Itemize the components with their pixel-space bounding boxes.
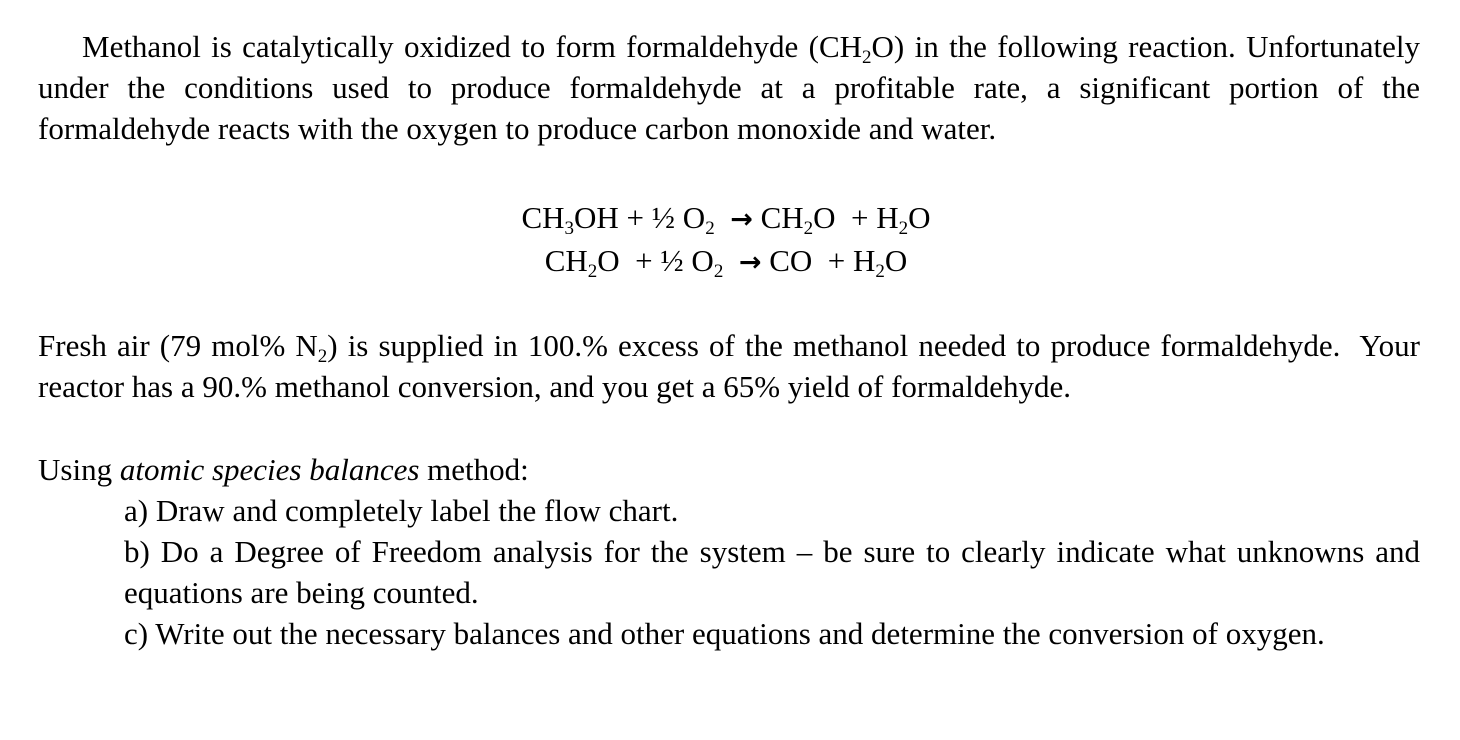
subscript: 2 <box>862 47 872 68</box>
subscript: 2 <box>317 346 328 367</box>
r2-reactant-rest: O + ½ O <box>597 243 714 278</box>
r1-product: CH <box>760 200 804 235</box>
right-arrow-icon: → <box>730 204 753 235</box>
r1-product-mid: O + H <box>813 200 899 235</box>
r1-reactant: CH <box>521 200 565 235</box>
r2-product-end: O <box>884 243 908 278</box>
task-lead <box>38 449 1420 490</box>
task-lead-text: Using <box>38 452 120 487</box>
intro-paragraph <box>38 26 1420 149</box>
task-item-b <box>124 531 1420 613</box>
right-arrow-icon: → <box>738 247 762 278</box>
r1-product-end: O <box>908 200 931 235</box>
task-section <box>38 449 1420 654</box>
intro-text-start: Methanol is catalytically oxidized to form formaldehyde (CH <box>82 29 863 64</box>
task-lead-end: method: <box>419 452 529 487</box>
r2-product: CO + H <box>769 243 876 278</box>
task-method: atomic species balances <box>119 452 420 487</box>
subscript: 2 <box>705 218 715 239</box>
task-item-c <box>124 613 1420 654</box>
r2-reactant: CH <box>544 243 588 278</box>
intro-text-end: O) in the following reaction. Unfortunately under the conditions used to produce formaldehyde at a profitable rate, a significant portion of the formaldehyde reacts with the oxygen to produce carbon monoxide and water. <box>38 29 1420 146</box>
subscript: 2 <box>875 261 885 282</box>
feed-text-start: Fresh air (79 mol% N <box>38 328 318 363</box>
subscript: 3 <box>564 218 575 239</box>
task-item-b-text: b) Do a Degree of Freedom analysis for the system – be sure to clearly indicate what unknowns and equations are being counted. <box>124 534 1420 610</box>
reaction-2 <box>38 240 1414 283</box>
r1-reactant-rest: OH + ½ O <box>574 200 706 235</box>
feed-text-end: ) is supplied in 100.% excess of the methanol needed to produce formaldehyde. Your reactor has a 90.% methanol conversion, and you get a 65% yield of formaldehyde. <box>38 328 1428 404</box>
reaction-equations <box>38 197 1420 283</box>
feed-paragraph <box>38 325 1428 407</box>
task-item-a: a) Draw and completely label the flow chart. <box>124 493 679 528</box>
subscript: 2 <box>803 218 814 239</box>
reaction-1 <box>38 197 1414 240</box>
subscript: 2 <box>898 218 909 239</box>
subscript: 2 <box>587 261 598 282</box>
task-item-c-text: c) Write out the necessary balances and other equations and determine the conversion of oxygen. <box>124 616 1325 651</box>
problem-statement <box>38 26 1428 654</box>
subscript: 2 <box>713 261 724 282</box>
